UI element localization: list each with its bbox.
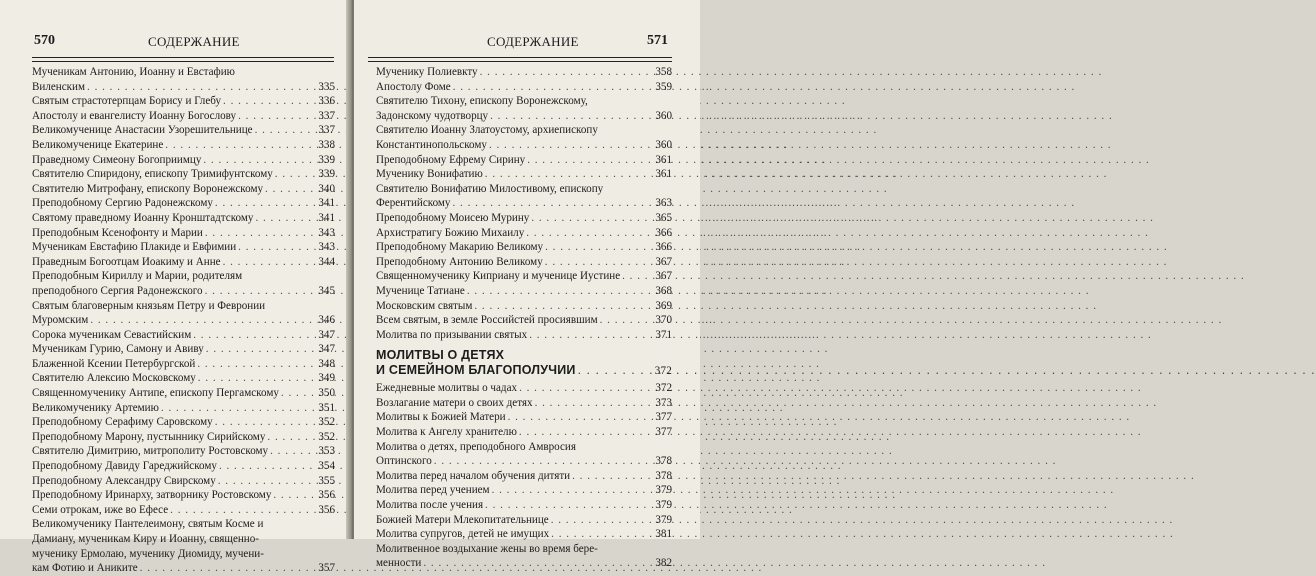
entry-title-line: Преподобному Ефрему Сирину [376,153,526,166]
entry-title-line: Виленским [32,80,86,93]
entry-page-number: 348 [318,357,335,370]
toc-entry [376,527,672,542]
entry-page-number: 367 [655,270,672,283]
entry-page-number: 365 [655,211,672,224]
toc-entry [376,313,672,328]
entry-page-number: 352 [318,430,335,443]
entry-title-line: кам Фотию и Аниките [32,562,138,575]
entry-page-number: 373 [655,396,672,409]
toc-entry [376,80,672,95]
entry-page-number: 337 [318,124,335,137]
dot-leader [255,211,309,226]
toc-entry [376,542,672,571]
entry-title-line: Преподобным Кириллу и Марии, родителям [32,270,243,283]
entry-title-line: Преподобному Иринарху, затворнику Ростовскому [32,489,272,502]
entry-title-line: Мученикам Антонию, Иоанну и Евстафию [32,66,235,78]
entry-page-number: 360 [655,109,672,122]
toc-entry [376,483,672,498]
dot-leader [198,371,309,386]
entry-title-line: Святым благоверным князьям Петру и Февронии [32,299,266,312]
header-rule [368,57,672,62]
entry-title-line: Святому праведному Иоанну Кронштадтскому [32,211,254,224]
dot-leader [545,240,646,255]
dot-leader [205,226,309,241]
entry-title-line: Преподобному Макарию Великому [376,241,544,254]
dot-leader [578,363,646,378]
toc-entry [32,459,335,474]
entry-page-number: 353 [318,445,335,458]
dot-leader [219,459,309,474]
toc-entry [376,269,672,284]
toc-entry [32,167,335,182]
toc-entry [32,444,335,459]
toc-entry [376,328,672,343]
toc-entry [32,153,335,168]
entry-title-line: Мученикам Гурию, Самону и Авиву [32,343,204,356]
entry-title-line: Всем святым, в земле Российстей просиявшим [376,314,598,327]
entry-title-line: Константинопольскому [376,138,487,151]
dot-leader [275,167,309,182]
entry-page-number: 354 [318,460,335,473]
entry-title-line: Апостолу Фоме [376,80,451,93]
page-number: 570 [34,33,55,48]
toc-entry [32,371,335,386]
toc-entry [376,226,672,241]
right-page [354,0,700,570]
entry-title-line: Ежедневные молитвы о чадах [376,382,518,395]
entry-page-number: 335 [318,80,335,93]
dot-leader [238,240,309,255]
entry-page-number: 345 [318,284,335,297]
toc-entry [376,299,672,314]
dot-leader [467,284,646,299]
entry-title-line: Преподобному Сергию Радонежскому [32,197,213,210]
dot-leader [551,527,646,542]
entry-title-line: Преподобному Моисею Мурину [376,211,530,224]
toc-entry [376,440,672,469]
toc-entry [376,425,672,440]
entry-title-line: Великомученику Пантелеимону, святым Космe и [32,518,264,531]
dot-leader [206,342,309,357]
entry-page-number: 347 [318,343,335,356]
toc-entry [32,430,335,445]
entry-title-line: Преподобному Давиду Гареджийскому [32,460,217,473]
toc-entry [376,284,672,299]
toc-entry [32,226,335,241]
entry-page-number: 340 [318,182,335,195]
toc-entry [376,167,672,182]
entry-page-number: 339 [318,153,335,166]
entry-title-line: Семи отрокам, иже во Ефесе [32,503,169,516]
entry-title-line: Оптинского [376,455,432,468]
entry-page-number: 359 [655,80,672,93]
dot-leader [492,483,646,498]
entry-page-number: 369 [655,299,672,312]
entry-page-number: 352 [318,416,335,429]
toc-entry [32,328,335,343]
entry-page-number: 367 [655,255,672,268]
toc-entry [32,342,335,357]
entry-page-number: 360 [655,138,672,151]
entry-page-number: 379 [655,513,672,526]
entry-title-line: Святым страстотерпцам Борису и Глебу [32,95,222,108]
entry-page-number: 372 [654,365,672,378]
toc-entry [376,469,672,484]
dot-leader [535,396,646,411]
entry-title-line: Молитва перед началом обучения дитяти [376,469,571,482]
left-page [0,0,350,575]
entry-title-line: Праведным Богоотцам Иоакиму и Анне [32,255,221,268]
entry-title-line: Преподобному Антонию Великому [376,255,543,268]
entry-title-line: Блаженной Ксении Петербургской [32,357,196,370]
toc-entry [376,65,672,80]
dot-leader [273,488,309,503]
entry-title-line: Архистратигу Божию Михаилу [376,226,525,239]
toc-entry [32,474,335,489]
entry-page-number: 381 [655,528,672,541]
entry-title-line: Мученикам Евстафию Плакиде и Евфимии [32,241,237,254]
toc-entry [32,386,335,401]
toc-entry [32,255,335,270]
dot-leader [238,109,309,124]
entry-title-line: Великомученице Анастасии Узорешительнице [32,124,253,137]
dot-leader [529,328,646,343]
entry-page-number: 378 [655,455,672,468]
dot-leader [485,167,646,182]
entry-title-line: мученику Ермолаю, мученику Диомиду, мучени- [32,547,264,560]
toc-entry [32,357,335,372]
toc-entry [32,488,335,503]
dot-leader [527,153,646,168]
entry-title-line: Праведному Симеону Богоприимцу [32,153,202,166]
entry-page-number: 361 [655,153,672,166]
entry-page-number: 339 [318,168,335,181]
entry-title-line: Муромским [32,314,89,327]
entry-page-number: 338 [318,138,335,151]
toc-entry [32,299,335,328]
entry-title-line: Святителю Иоанну Златоустому, архиепископу [376,124,598,137]
dot-leader [490,109,646,124]
dot-leader [281,386,309,401]
entry-title-line: Святителю Димитрию, митрополиту Ростовскому [32,445,269,458]
dot-leader [423,556,646,571]
dot-leader [434,454,646,469]
dot-leader [508,410,646,425]
entry-page-number: 351 [318,401,335,414]
dot-leader [223,94,309,109]
entry-page-number: 343 [318,226,335,239]
dot-leader [90,313,309,328]
toc-entry [32,415,335,430]
dot-leader [519,425,646,440]
entry-title-line: Святителю Вонифатию Милостивому, епископу [376,182,604,195]
entry-title-line: преподобного Сергия Радонежского [32,284,203,297]
entry-page-number: 356 [318,503,335,516]
entry-title-line: Великомученику Артемию [32,401,159,414]
entry-page-number: 357 [318,562,335,575]
entry-title-line: Святителю Митрофану, епископу Воронежскому [32,182,264,195]
toc-entry [32,211,335,226]
entry-title-line: Молитвенное воздыхание жены во время бере- [376,542,598,555]
toc-entry [32,401,335,416]
dot-leader [87,80,309,95]
entry-title-line: Молитва о детях, преподобного Амвросия [376,440,576,453]
dot-leader [489,138,646,153]
entry-title-line: Мученику Полиевкту [376,66,478,78]
toc-list [376,65,672,571]
toc-entry [32,109,335,124]
entry-title-line: Великомученице Екатерине [32,138,164,151]
entry-title-line: И СЕМЕЙНОМ БЛАГОПОЛУЧИИ [376,363,576,378]
entry-page-number: 377 [655,426,672,439]
toc-entry [376,381,672,396]
toc-entry [32,138,335,153]
entry-page-number: 350 [318,387,335,400]
entry-page-number: 379 [655,499,672,512]
toc-entry [32,503,335,518]
dot-leader [193,328,309,343]
header-rule [32,57,334,62]
toc-entry [32,240,335,255]
entry-title-line: Священномученику Киприану и мученице Иустине [376,270,621,283]
entry-title-line: Божией Матери Млекопитательнице [376,513,549,526]
entry-title-line: Молитва перед учением [376,484,490,497]
dot-leader [600,313,646,328]
entry-page-number: 382 [655,557,672,570]
dot-leader [215,196,309,211]
entry-title-line: Молитва по призывании святых [376,328,528,341]
entry-title-line: МОЛИТВЫ О ДЕТЯХ [376,348,505,363]
toc-entry [32,269,335,298]
entry-page-number: 336 [318,95,335,108]
entry-page-number: 358 [655,66,672,78]
entry-title-line: Дамиану, мученикам Киру и Иоанну, священно- [32,533,259,545]
toc-entry [376,498,672,513]
entry-page-number: 368 [655,284,672,297]
toc-entry [376,396,672,411]
entry-page-number: 347 [318,328,335,341]
toc-entry [376,182,672,211]
page-number: 571 [647,33,668,48]
toc-list [32,65,335,576]
section-heading [376,348,672,379]
entry-title-line: Сорока мученикам Севастийским [32,328,192,341]
entry-page-number: 356 [318,489,335,502]
entry-title-line: Преподобному Серафиму Саровскому [32,416,213,429]
dot-leader [255,123,309,138]
entry-title-line: Молитва к Ангелу хранителю [376,426,517,439]
dot-leader [161,401,309,416]
dot-leader [551,513,646,528]
entry-page-number: 349 [318,372,335,385]
entry-title-line: Преподобным Ксенофонту и Марии [32,226,203,239]
entry-page-number: 370 [655,314,672,327]
dot-leader [197,357,309,372]
dot-leader [205,284,309,299]
toc-entry [32,517,335,575]
dot-leader [170,503,309,518]
entry-title-line: Молитва супругов, детей не имущих [376,528,550,541]
toc-entry [376,410,672,425]
toc-entry [376,240,672,255]
entry-page-number: 371 [655,328,672,341]
dot-leader [453,80,646,95]
toc-entry [32,123,335,138]
entry-page-number: 361 [655,168,672,181]
dot-leader [474,299,646,314]
entry-page-number: 355 [318,474,335,487]
dot-leader [215,415,309,430]
entry-title-line: Преподобному Марону, пустыннику Сирийскому [32,430,266,443]
dot-leader [485,498,646,513]
entry-title-line: менности [376,557,422,570]
dot-leader [622,269,646,284]
entry-title-line: Молитвы к Божией Матери [376,411,506,424]
entry-page-number: 341 [318,197,335,210]
entry-title-line: Святителю Спиридону, епископу Тримифунтскому [32,168,273,181]
entry-page-number: 363 [655,197,672,210]
running-header: СОДЕРЖАНИЕ [487,34,579,49]
dot-leader [140,561,309,576]
entry-title-line: Священномученику Антипе, епископу Пергамскому [32,387,279,400]
running-header: СОДЕРЖАНИЕ [148,34,240,49]
entry-title-line: Задонскому чудотворцу [376,109,489,122]
entry-page-number: 341 [318,211,335,224]
entry-page-number: 377 [655,411,672,424]
toc-entry [32,65,335,94]
dot-leader [452,196,646,211]
dot-leader [531,211,646,226]
dot-leader [572,469,646,484]
entry-page-number: 378 [655,469,672,482]
entry-title-line: Апостолу и евангелисту Иоанну Богослову [32,109,237,122]
dot-leader [526,226,646,241]
entry-title-line: Московским святым [376,299,473,312]
entry-page-number: 366 [655,226,672,239]
toc-entry [32,94,335,109]
entry-title-line: Мученику Вонифатию [376,168,483,181]
toc-entry [376,211,672,226]
entry-title-line: Мученице Татиане [376,284,465,297]
toc-entry [376,153,672,168]
dot-leader [265,182,309,197]
dot-leader [480,65,646,80]
entry-page-number: 372 [655,382,672,395]
dot-leader [218,474,309,489]
toc-entry [32,182,335,197]
entry-page-number: 343 [318,241,335,254]
toc-entry [376,123,672,152]
entry-title-line: Ферентийскому [376,197,451,210]
dot-leader [270,444,309,459]
toc-entry [376,255,672,270]
entry-title-line: Святителю Тихону, епископу Воронежскому, [376,95,588,108]
dot-leader [545,255,646,270]
entry-title-line: Преподобному Александру Свирскому [32,474,216,487]
toc-entry [32,196,335,211]
dot-leader [519,381,646,396]
entry-page-number: 379 [655,484,672,497]
entry-title-line: Возлагание матери о своих детях [376,396,533,409]
entry-title-line: Молитва после учения [376,499,484,512]
toc-entry [376,94,672,123]
entry-page-number: 337 [318,109,335,122]
dot-leader [203,153,309,168]
entry-page-number: 366 [655,241,672,254]
dot-leader [165,138,309,153]
entry-page-number: 344 [318,255,335,268]
entry-page-number: 346 [318,314,335,327]
entry-title-line: Святителю Алексию Московскому [32,372,196,385]
dot-leader [267,430,309,445]
toc-entry [376,513,672,528]
dot-leader [223,255,309,270]
